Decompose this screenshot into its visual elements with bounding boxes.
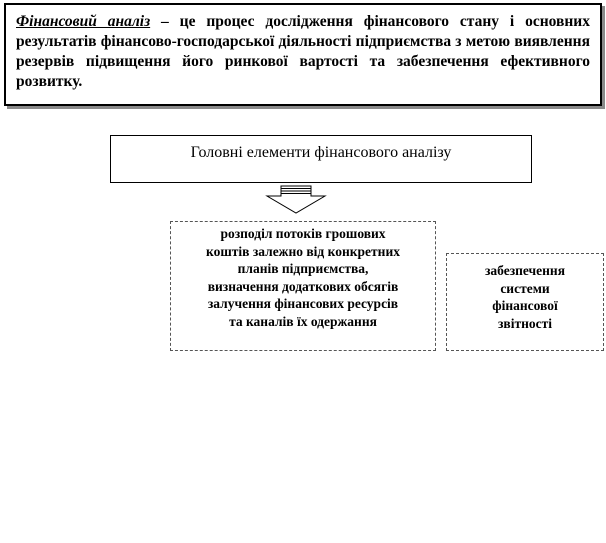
elements-title: Головні елементи фінансового аналізу <box>190 144 452 161</box>
cashflow-line: та каналів їх одержання <box>229 313 377 329</box>
reporting-element-box <box>446 253 604 351</box>
cashflow-line: залучення фінансових ресурсів <box>207 296 399 311</box>
reporting-line: забезпечення <box>484 263 566 278</box>
cashflow-line: планів підприємства, <box>237 261 369 276</box>
definition-text: – це процес дослідження фінансового стану і основних результатів фінансово-господарської діяльності підприємства з метою виявлення резервів підвищення його ринкової вартості та забезпечення ефективного розвитку. <box>16 13 590 90</box>
cashflow-element-box <box>170 221 436 351</box>
cashflow-line: коштів залежно від конкретних <box>206 243 400 259</box>
reporting-line: системи <box>500 280 550 296</box>
cashflow-line: визначення додаткових обсягів <box>207 278 399 294</box>
cashflow-line: розподіл потоків грошових <box>220 226 386 241</box>
down-arrow-icon <box>265 185 327 215</box>
reporting-line: фінансової <box>492 298 558 313</box>
definition-term: Фінансовий аналіз <box>16 13 151 30</box>
reporting-line: звітності <box>498 315 552 331</box>
elements-title-box <box>110 135 532 183</box>
definition-box <box>4 3 602 106</box>
